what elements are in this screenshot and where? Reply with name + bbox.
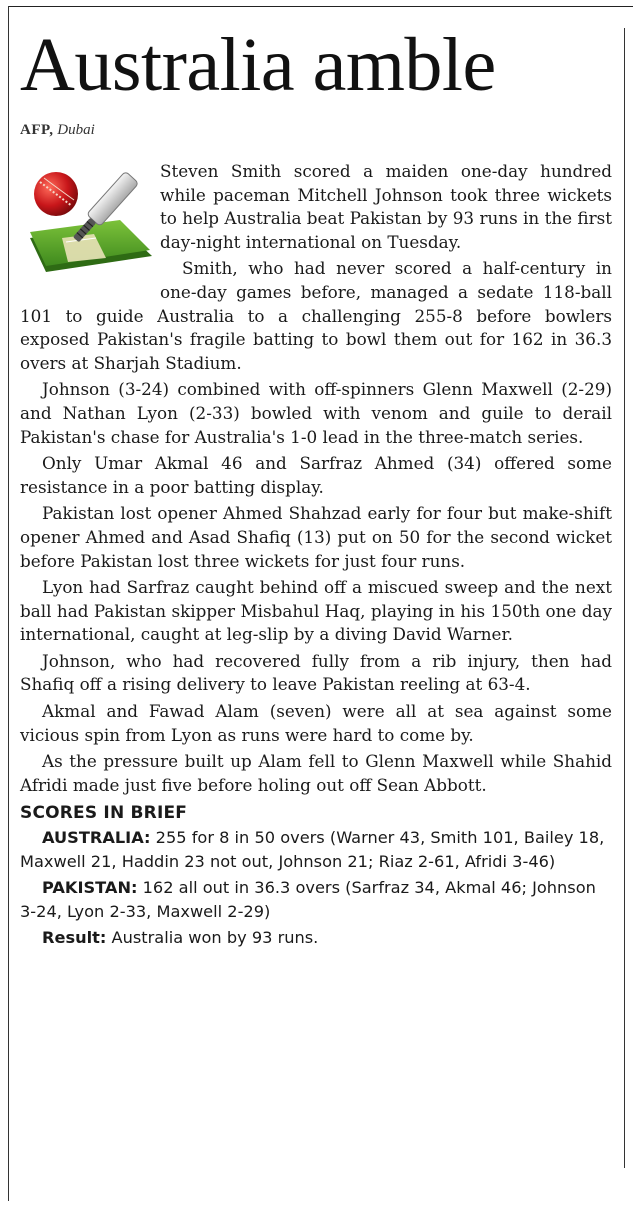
team-label: PAKISTAN: (42, 878, 138, 898)
headline: Australia amble (20, 23, 496, 107)
paragraph: As the pressure built up Alam fell to Glenn Maxwell while Shahid Afridi made just five before holing out off Sean Abbott. (20, 751, 612, 795)
match-result (20, 926, 612, 950)
byline (20, 122, 95, 139)
paragraph: Pakistan lost opener Ahmed Shahzad early for four but make-shift opener Ahmed and Asad Shafiq (13) put on 50 for the second wicket before Pakistan lost three wickets for just four runs. (20, 503, 612, 571)
score-text: 162 all out in 36.3 overs (Sarfraz 34, Akmal 46; Johnson 3-24, Lyon 2-33, Maxwell 2-29) (20, 878, 596, 921)
result-text: Australia won by 93 runs. (111, 928, 319, 948)
scores-heading: SCORES IN BRIEF (20, 803, 188, 824)
top-rule (8, 6, 633, 7)
paragraph: Lyon had Sarfraz caught behind off a miscued sweep and the next ball had Pakistan skipper Misbahul Haq, playing in his 150th one day international, caught at leg-slip by a diving David Warner. (20, 577, 612, 645)
paragraph: Steven Smith scored a maiden one-day hundred while paceman Mitchell Johnson took three wickets to help Australia beat Pakistan by 93 runs in the first day-night international on Tuesday. (160, 161, 612, 252)
paragraph: Smith, who had never scored a half-century in one-day games before, managed a sedate 118-ball 101 to guide Australia to a challenging 255-8 before bowlers exposed Pakistan's fragile batting to bowl them out for 162 in 36.3 overs at Sharjah Stadium. (20, 258, 612, 373)
paragraph: Johnson (3-24) combined with off-spinners Glenn Maxwell (2-29) and Nathan Lyon (2-33) bowled with venom and guile to derail Pakistan's chase for Australia's 1-0 lead in the three-match series. (20, 379, 612, 447)
score-text: 255 for 8 in 50 overs (Warner 43, Smith 101, Bailey 18, Maxwell 21, Haddin 23 not out, Johnson 21; Riaz 2-61, Afridi 3-46) (20, 828, 605, 871)
paragraph: Only Umar Akmal 46 and Sarfraz Ahmed (34) offered some resistance in a poor batting display. (20, 453, 612, 497)
paragraph: Akmal and Fawad Alam (seven) were all at sea against some vicious spin from Lyon as runs were hard to come by. (20, 701, 612, 745)
byline-agency: AFP, (20, 122, 54, 138)
byline-place: Dubai (57, 122, 95, 138)
paragraph: Johnson, who had recovered fully from a rib injury, then had Shafiq off a rising delivery to leave Pakistan reeling at 63-4. (20, 650, 612, 695)
article-body (20, 160, 612, 953)
right-rule (624, 28, 625, 1168)
result-label: Result: (42, 928, 107, 948)
cricket-bat-ball-pitch-icon (16, 160, 154, 280)
score-pakistan (20, 876, 612, 923)
score-australia (20, 826, 612, 873)
left-rule (8, 6, 9, 1201)
team-label: AUSTRALIA: (42, 828, 151, 848)
